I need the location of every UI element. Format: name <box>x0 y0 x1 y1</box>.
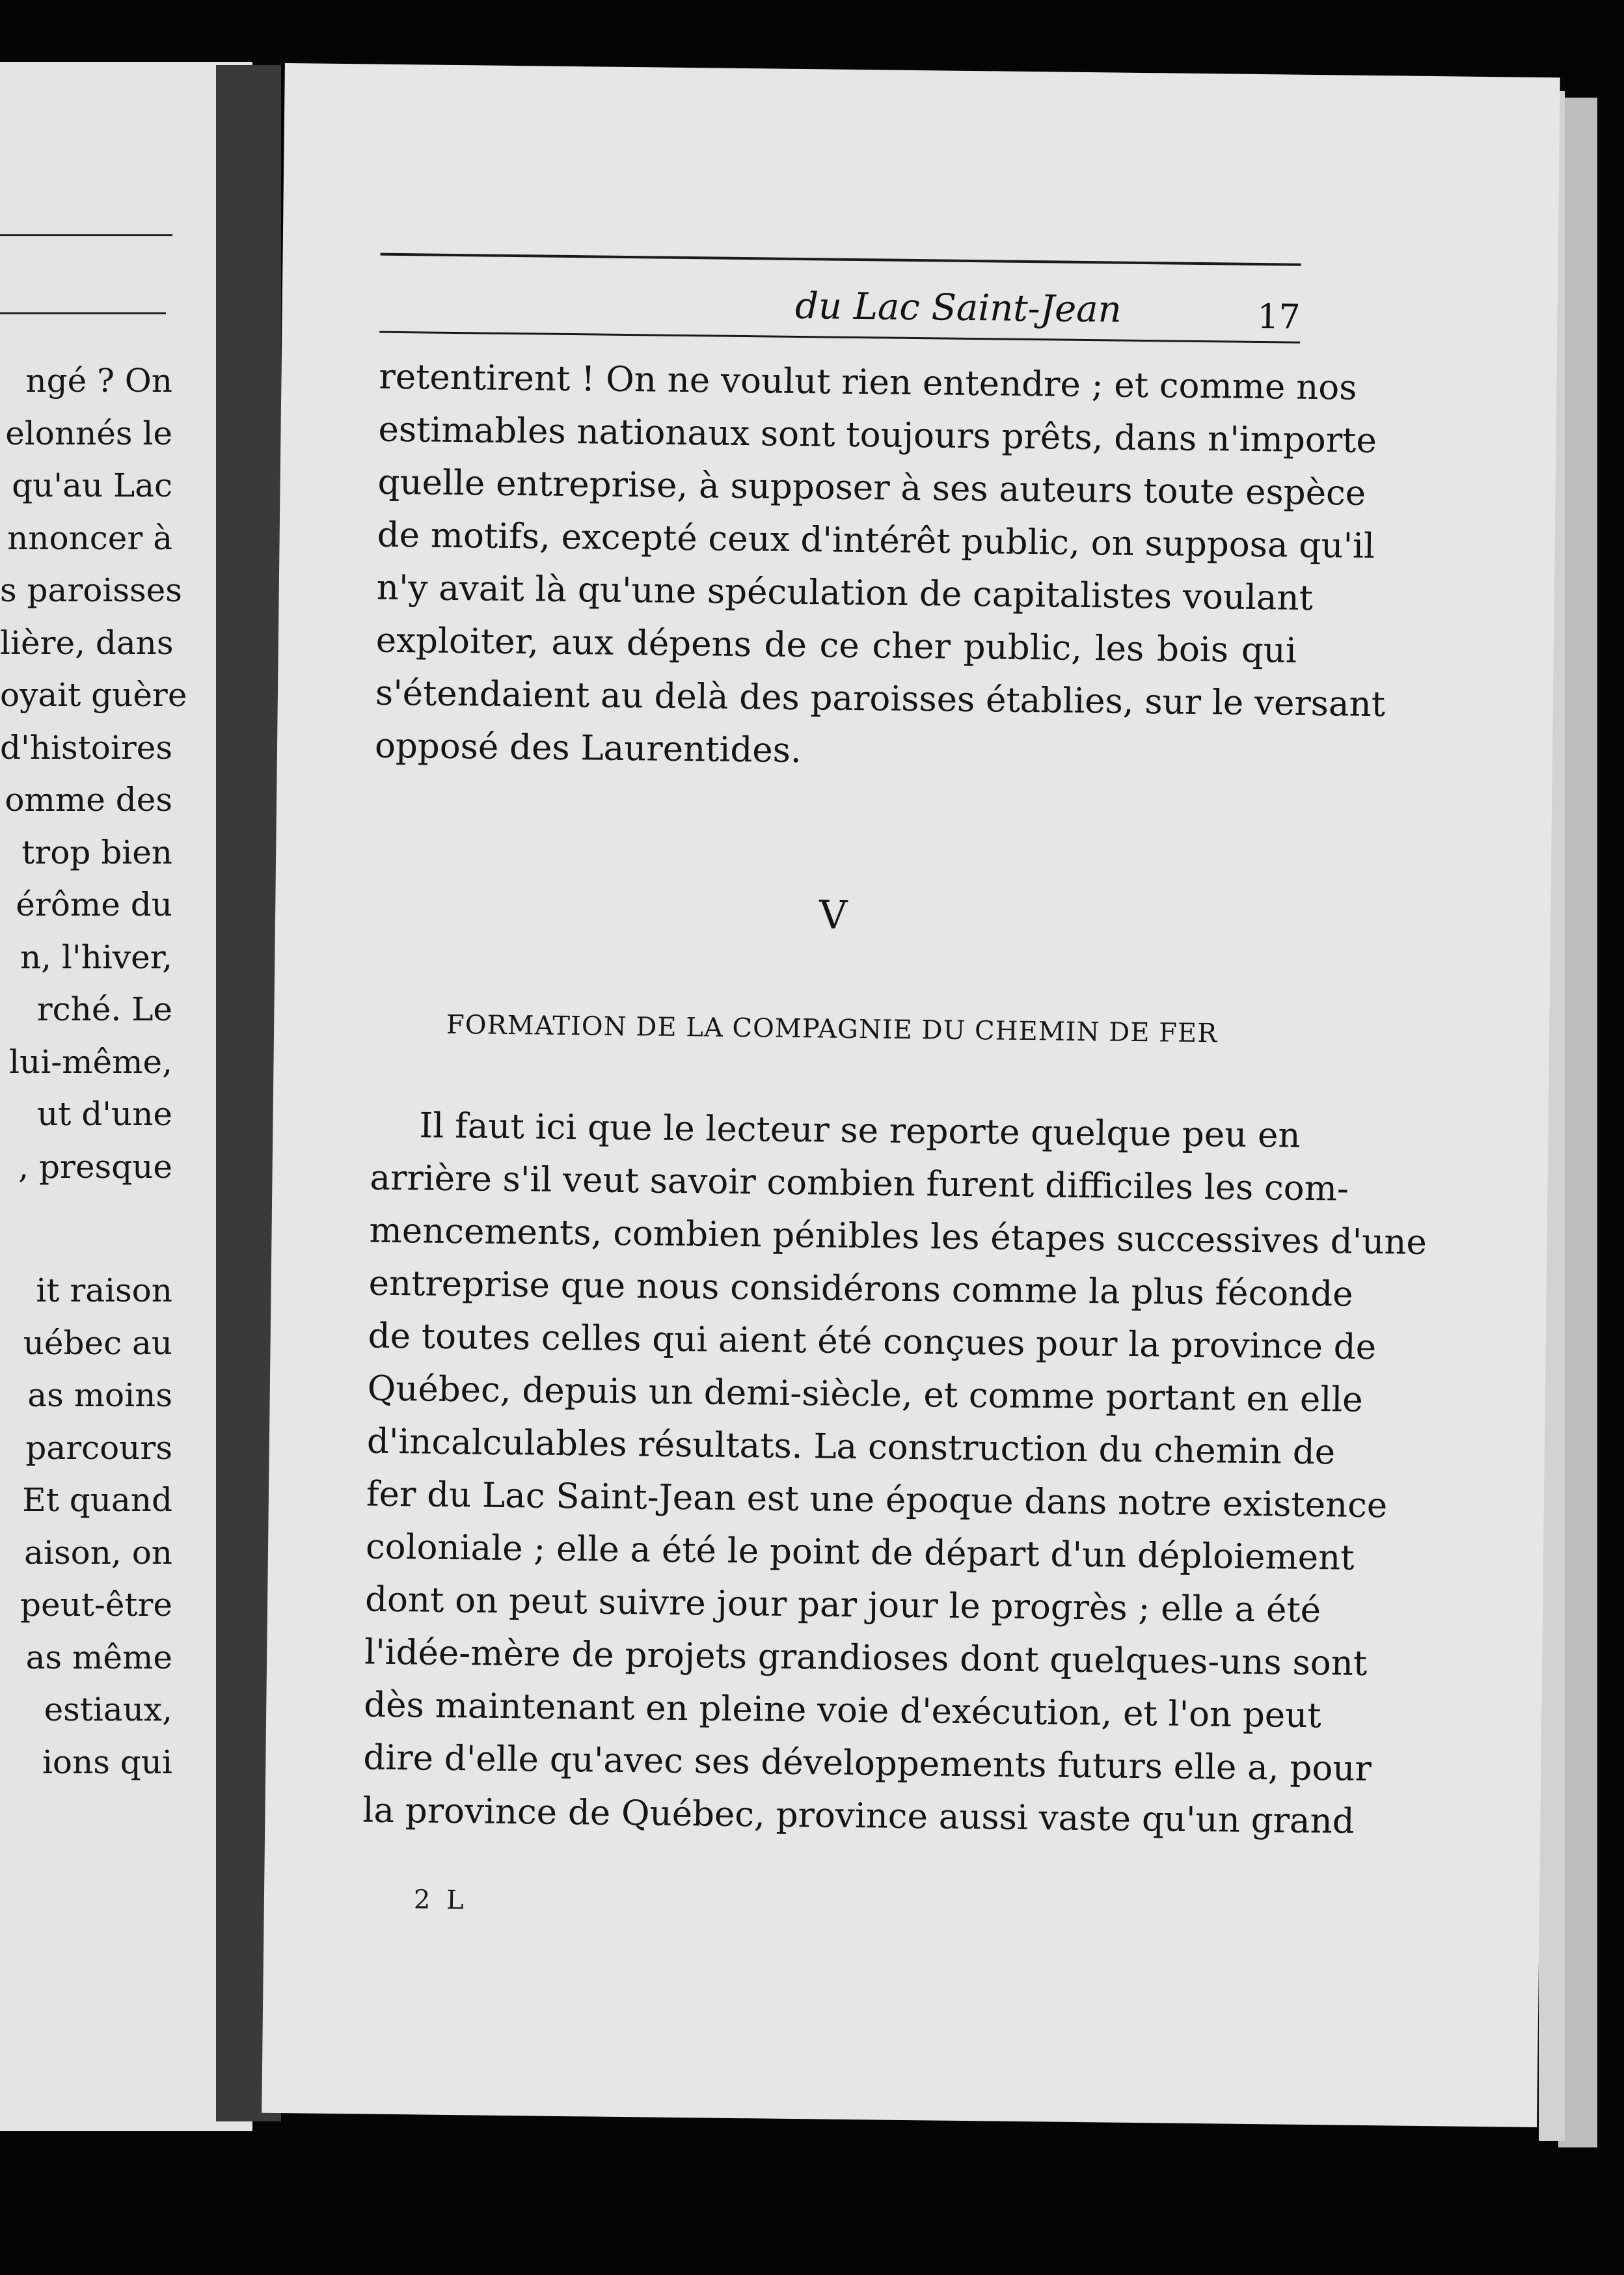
left-text-line: aison, on <box>24 1533 172 1572</box>
left-text-line: nnoncer à <box>7 519 172 557</box>
text-line: arrière s'il veut savoir combien furent difficiles les com- <box>370 1158 1349 1209</box>
section-heading: FORMATION DE LA COMPAGNIE DU CHEMIN DE FER <box>446 1009 1218 1049</box>
text-line: dès maintenant en pleine voie d'exécution, et l'on peut <box>363 1685 1322 1736</box>
left-text-line: elonnés le <box>5 414 172 452</box>
left-text-line: n, l'hiver, <box>20 938 172 976</box>
left-text-line: lière, dans <box>0 623 174 662</box>
left-text-line: parcours <box>25 1428 172 1467</box>
left-text-line: ions qui <box>42 1743 172 1781</box>
left-text-line: qu'au Lac <box>12 467 172 504</box>
left-text-line: as moins <box>27 1376 172 1414</box>
left-text-line: as même <box>25 1638 172 1676</box>
left-header-rule-bottom <box>0 312 166 314</box>
left-text-line: Et quand <box>22 1481 172 1519</box>
left-text-line: s paroisses <box>0 571 182 609</box>
page-number: 17 <box>1257 297 1301 337</box>
text-line: fer du Lac Saint-Jean est une époque dans notre existence <box>366 1474 1388 1526</box>
text-line: dont on peut suivre jour par jour le progrès ; elle a été <box>364 1579 1321 1631</box>
left-facing-page <box>0 62 252 2131</box>
left-text-line: rché. Le <box>36 990 172 1028</box>
text-line: mencements, combien pénibles les étapes successives d'une <box>369 1210 1428 1263</box>
header-rule-bottom <box>379 331 1300 344</box>
header-rule-top <box>381 253 1301 266</box>
paragraph-continued <box>374 351 1386 783</box>
text-line: retentirent ! On ne voulut rien entendre ; et comme nos <box>379 357 1357 408</box>
left-page-text <box>0 355 187 1788</box>
signature-mark: 2 L <box>413 1885 468 1916</box>
text-line: estimables nationaux sont toujours prêts, dans n'importe <box>378 409 1377 461</box>
right-page <box>262 63 1560 2127</box>
left-text-line: d'histoires <box>0 728 172 767</box>
left-text-line: lui-même, <box>9 1042 172 1081</box>
section-numeral: V <box>819 892 848 938</box>
text-line: s'étendaient au delà des paroisses établies, sur le versant <box>375 673 1386 725</box>
left-text-line: estiaux, <box>44 1691 172 1728</box>
left-text-line: peut-être <box>20 1586 172 1624</box>
left-text-line: uébec au <box>23 1324 172 1362</box>
left-text-line: érôme du <box>16 886 172 923</box>
left-text-line: trop bien <box>21 833 172 871</box>
left-text-line: oyait guère <box>0 676 187 714</box>
text-line: entreprise que nous considérons comme la plus féconde <box>368 1263 1353 1315</box>
text-line: la province de Québec, province aussi vaste qu'un grand <box>362 1790 1355 1842</box>
text-line: n'y avait là qu'une spéculation de capitalistes voulant <box>376 567 1314 618</box>
text-line: de motifs, excepté ceux d'intérêt public, on supposa qu'il <box>377 515 1375 567</box>
left-text-line: it raison <box>36 1272 172 1309</box>
text-line: opposé des Laurentides. <box>374 726 802 771</box>
text-line: l'idée-mère de projets grandioses dont quelques-uns sont <box>364 1632 1368 1684</box>
text-line: de toutes celles qui aient été conçues pour la province de <box>368 1316 1377 1368</box>
left-text-line: ut d'une <box>37 1095 172 1133</box>
text-line: d'incalculables résultats. La construction du chemin de <box>366 1421 1336 1473</box>
left-text-line: ngé ? On <box>25 362 172 400</box>
text-line: coloniale ; elle a été le point de départ d'un déploiement <box>365 1527 1355 1578</box>
text-line: Il faut ici que le lecteur se reporte quelque peu en <box>419 1106 1301 1156</box>
text-line: quelle entreprise, à supposer à ses auteurs toute espèce <box>377 462 1366 513</box>
left-text-line: omme des <box>5 781 172 819</box>
left-text-line: , presque <box>18 1147 172 1186</box>
left-header-rule-top <box>0 234 172 236</box>
paragraph-section-v <box>362 1099 1428 1847</box>
text-line: dire d'elle qu'avec ses développements futurs elle a, pour <box>363 1737 1372 1790</box>
text-line: exploiter, aux dépens de ce cher public, les bois qui <box>375 620 1297 671</box>
running-title: du Lac Saint-Jean <box>794 284 1122 331</box>
text-line: Québec, depuis un demi-siècle, et comme portant en elle <box>367 1369 1363 1420</box>
left-paragraph-gap <box>0 1193 172 1264</box>
